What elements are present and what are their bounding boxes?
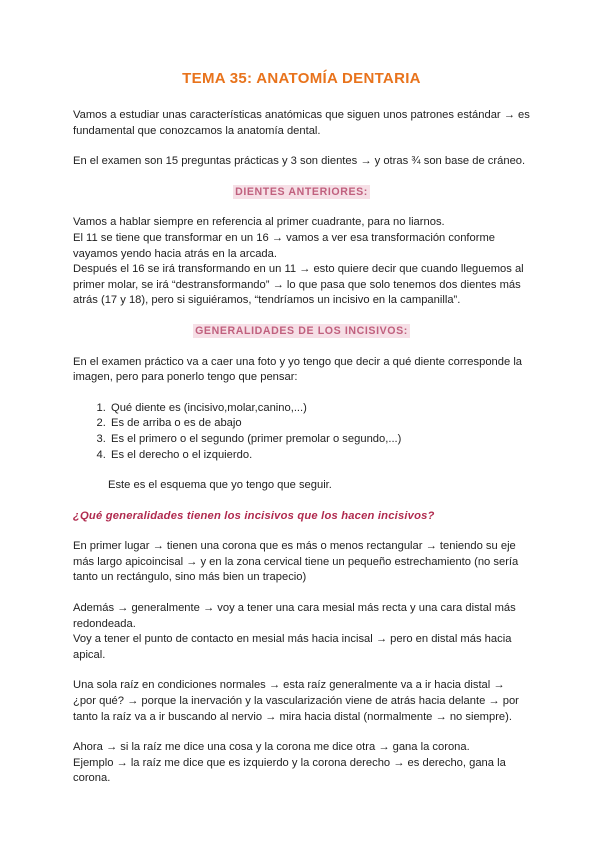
list-item: 1. Qué diente es (incisivo,molar,canino,...) (109, 401, 530, 417)
section1-line-1: Vamos a hablar siempre en referencia al primer cuadrante, para no liarnos. (73, 216, 445, 229)
intro-paragraph-2: En el examen son 15 preguntas prácticas y 3 son dientes → y otras ¾ son base de cráneo. (73, 155, 526, 168)
section-heading-dientes-anteriores (73, 185, 530, 201)
section-heading-generalidades (73, 324, 530, 340)
paragraph-caras: Además → generalmente → voy a tener una cara mesial más recta y una cara distal más redondeada. (73, 602, 516, 630)
section-heading-label: GENERALIDADES DE LOS INCISIVOS: (195, 324, 408, 337)
section2-intro: En el examen práctico va a caer una foto y yo tengo que decir a qué diente corresponde la imagen, pero para ponerlo tengo que pensar: (73, 355, 523, 384)
list-item: 3. Es el primero o el segundo (primer premolar o segundo,...) (109, 432, 530, 448)
list-item: 2. Es de arriba o es de abajo (109, 416, 530, 432)
intro-paragraph-1: Vamos a estudiar unas características anatómicas que siguen unos patrones estándar → es fundamental que conozcamos la anatomía dental. (73, 109, 530, 137)
after-list-note: Este es el esquema que yo tengo que seguir. (108, 479, 332, 492)
checklist (73, 401, 530, 463)
section-heading-label: DIENTES ANTERIORES: (235, 185, 368, 198)
list-item: 4. Es el derecho o el izquierdo. (109, 448, 530, 464)
question-heading: ¿Qué generalidades tienen los incisivos que los hacen incisivos? (73, 509, 435, 522)
paragraph-gana-corona: Ahora → si la raíz me dice una cosa y la corona me dice otra → gana la corona. (73, 741, 470, 754)
paragraph-contacto: Voy a tener el punto de contacto en mesial más hacia incisal → pero en distal más hacia apical. (73, 633, 512, 661)
paragraph-corona: En primer lugar → tienen una corona que es más o menos rectangular → teniendo su eje más largo apicoincisal → y en la zona cervical tiene un pequeño estrechamiento (no sería tanto un rectángulo, sino más bien un trapecio) (73, 540, 519, 584)
paragraph-raiz: Una sola raíz en condiciones normales → esta raíz generalmente va a ir hacia distal → ¿por qué? → porque la inervación y la vascularización viene de atrás hacia delante → por tanto la raíz va a ir buscando al nervio → mira hacia distal (normalmente → no siempre). (73, 679, 519, 723)
section1-line-2: El 11 se tiene que transformar en un 16 → vamos a ver esa transformación conforme vayamos yendo hacia atrás en la arcada. (73, 231, 496, 260)
paragraph-ejemplo: Ejemplo → la raíz me dice que es izquierdo y la corona derecho → es derecho, gana la corona. (73, 756, 506, 785)
section1-line-3: Después el 16 se irá transformando en un 11 → esto quiere decir que cuando lleguemos al primer molar, se irá “destransformando” → lo que pasa que solo tenemos dos dientes más atrás (17 y 18), pero si siguiéramos, “tendríamos un incisivo en la campanilla”. (73, 263, 524, 307)
page-title: TEMA 35: ANATOMÍA DENTARIA (182, 70, 421, 87)
